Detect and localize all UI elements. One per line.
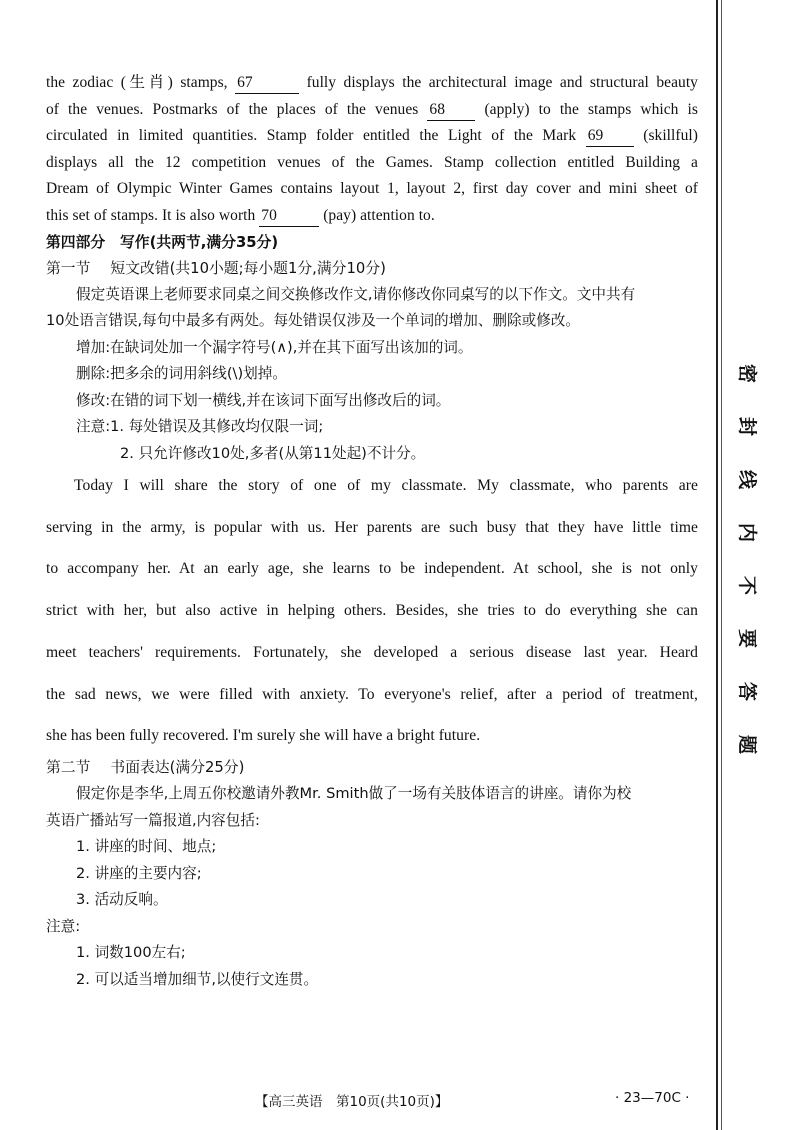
answer-blank-70[interactable]: 70: [259, 206, 319, 227]
part4-heading: 第四部分 写作(共两节,满分35分): [46, 233, 279, 251]
answer-blank-68[interactable]: 68: [427, 100, 475, 121]
instruction-line: 假定英语课上老师要求同桌之间交换修改作文,请你修改你同桌写的以下作文。文中共有: [76, 285, 636, 303]
footer-page-info: 【高三英语 第10页(共10页)】: [255, 1094, 449, 1110]
instruction-line: 10处语言错误,每句中最多有两处。每处错误仅涉及一个单词的增加、删除或修改。: [46, 312, 580, 330]
section2-title: [46, 755, 698, 781]
seal-char: 线: [736, 469, 759, 490]
seal-char: 题: [736, 734, 759, 755]
essay-line: strict with her, but also active in helping others. Besides, she tries to do everything she can: [46, 602, 698, 620]
seal-char: 封: [736, 416, 759, 437]
seal-char: 不: [736, 575, 759, 596]
section1-name: 第一节: [46, 259, 91, 277]
note-line: 注意:1. 每处错误及其修改均仅限一词;: [76, 418, 324, 436]
instruction-line: 假定你是李华,上周五你校邀请外教Mr. Smith做了一场有关肢体语言的讲座。请你为校: [76, 785, 632, 803]
binding-line-inner: [721, 0, 722, 1130]
seal-line-notice: [736, 360, 762, 758]
section2-instructions: [46, 781, 698, 993]
section1-title: [46, 256, 698, 282]
passage-line: this set of stamps. It is also worth 70 (pay) attention to.: [46, 203, 698, 230]
binding-line: [716, 0, 718, 1130]
content-item: 3. 活动反响。: [76, 891, 168, 909]
note-line: 1. 词数100左右;: [76, 944, 186, 962]
passage: [46, 70, 698, 230]
section2-desc: 书面表达(满分25分): [110, 759, 245, 777]
note-line: 2. 可以适当增加细节,以使行文连贯。: [76, 970, 319, 988]
notes-label: 注意:: [46, 917, 81, 935]
essay-line: to accompany her. At an early age, she learns to be independent. At school, she is not only: [46, 560, 698, 578]
passage-line: of the venues. Postmarks of the places of the venues 68 (apply) to the stamps which is: [46, 97, 698, 124]
section1-desc: 短文改错(共10小题;每小题1分,满分10分): [110, 259, 386, 277]
correction-essay: [46, 475, 698, 755]
content-item: 2. 讲座的主要内容;: [76, 864, 202, 882]
seal-char: 答: [736, 681, 759, 702]
content-item: 1. 讲座的时间、地点;: [76, 838, 217, 856]
essay-line: she has been fully recovered. I'm surely she will have a bright future.: [46, 727, 481, 745]
seal-char: 密: [736, 363, 759, 384]
seal-char: 内: [736, 522, 759, 543]
answer-blank-67[interactable]: 67: [235, 73, 299, 94]
passage-line: the zodiac (生肖) stamps, 67 fully displays the architectural image and structural beauty: [46, 70, 698, 97]
page-footer: [0, 1090, 800, 1114]
note-line: 2. 只允许修改10处,多者(从第11处起)不计分。: [120, 444, 426, 462]
essay-line: meet teachers' requirements. Fortunately, she developed a serious disease last year. Heard: [46, 643, 698, 661]
passage-line: Dream of Olympic Winter Games contains layout 1, layout 2, first day cover and mini sheet of: [46, 180, 698, 198]
section2-name: 第二节: [46, 759, 91, 777]
passage-line: circulated in limited quantities. Stamp folder entitled the Light of the Mark 69 (skillful): [46, 123, 698, 150]
essay-line: the sad news, we were filled with anxiety. To everyone's relief, after a period of treatment,: [46, 685, 698, 703]
section1-instructions: [46, 282, 698, 468]
page-content: [46, 70, 698, 993]
footer-code: · 23—70C ·: [615, 1090, 690, 1106]
seal-char: 要: [736, 628, 759, 649]
essay-line: serving in the army, is popular with us. Her parents are such busy that they have little time: [46, 518, 698, 536]
instruction-add: 增加:在缺词处加一个漏字符号(∧),并在其下面写出该加的词。: [76, 338, 473, 356]
instruction-line: 英语广播站写一篇报道,内容包括:: [46, 811, 260, 829]
instruction-modify: 修改:在错的词下划一横线,并在该词下面写出修改后的词。: [76, 391, 451, 409]
answer-blank-69[interactable]: 69: [586, 126, 634, 147]
instruction-delete: 删除:把多余的词用斜线(\)划掉。: [76, 365, 287, 383]
passage-line: displays all the 12 competition venues of the Games. Stamp collection entitled Building a: [46, 153, 698, 171]
essay-line: Today I will share the story of one of my classmate. My classmate, who parents are: [74, 477, 698, 495]
